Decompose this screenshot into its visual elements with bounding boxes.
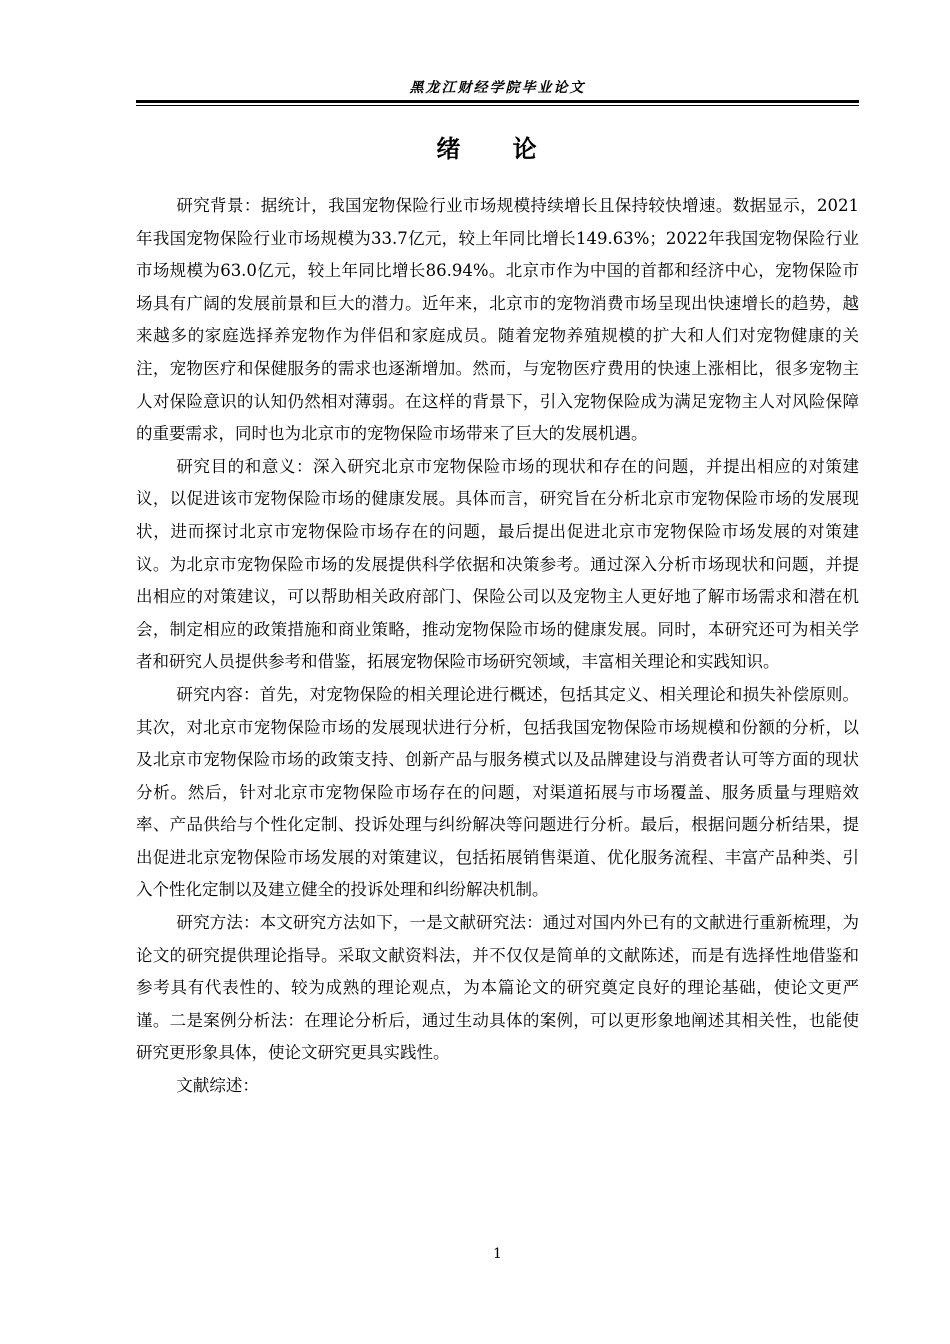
paragraph-literature-review: 文献综述：: [176, 1076, 259, 1096]
page-number: 1: [493, 1246, 502, 1262]
header-rule-thick: [136, 100, 859, 103]
paragraph-content: 研究内容：首先，对宠物保险的相关理论进行概述，包括其定义、相关理论和损失补偿原则。其次，对北京市宠物保险市场的发展现状进行分析，包括我国宠物保险市场规模和份额的分析，以及北京市宠物保险市场的政策支持、创新产品与服务模式以及品牌建设与消费者认可等方面的现状分析。然后，针对北京市宠物保险市场存在的问题，对渠道拓展与市场覆盖、服务质量与理赔效率、产品供给与个性化定制、投诉处理与纠纷解决等问题进行分析。最后，根据问题分析结果，提出促进北京宠物保险市场发展的对策建议，包括拓展销售渠道、优化服务流程、丰富产品种类、引入个性化定制以及建立健全的投诉处理和纠纷解决机制。: [136, 684, 859, 900]
header-rule-thin: [136, 105, 859, 106]
chapter-title: 绪 论: [436, 135, 559, 163]
paragraph-method: 研究方法：本文研究方法如下，一是文献研究法：通过对国内外已有的文献进行重新梳理，为论文的研究提供理论指导。采取文献资料法，并不仅仅是简单的文献陈述，而是有选择性地借鉴和参考具有代表性的、较为成熟的理论观点，为本篇论文的研究奠定良好的理论基础，使论文更严谨。二是案例分析法：在理论分析后，通过生动具体的案例，可以更形象地阐述其相关性，也能使研究更形象具体，使论文研究更具实践性。: [136, 913, 859, 1063]
paragraph-purpose: 研究目的和意义：深入研究北京市宠物保险市场的现状和存在的问题，并提出相应的对策建议，以促进该市宠物保险市场的健康发展。具体而言，研究旨在分析北京市宠物保险市场的发展现状，进而探讨北京市宠物保险市场存在的问题，最后提出促进北京市宠物保险市场发展的对策建议。为北京市宠物保险市场的发展提供科学依据和决策参考。通过深入分析市场现状和问题，并提出相应的对策建议，可以帮助相关政府部门、保险公司以及宠物主人更好地了解市场需求和潜在机会，制定相应的政策措施和商业策略，推动宠物保险市场的健康发展。同时，本研究还可为相关学者和研究人员提供参考和借鉴，拓展宠物保险市场研究领域，丰富相关理论和实践知识。: [136, 456, 859, 672]
paragraph-background: 研究背景：据统计，我国宠物保险行业市场规模持续增长且保持较快增速。数据显示，2021年我国宠物保险行业市场规模为33.7亿元，较上年同比增长149.63%；2022年我国宠物保险行业市场规模为63.0亿元，较上年同比增长86.94%。北京市作为中国的首都和经济中心，宠物保险市场具有广阔的发展前景和巨大的潜力。近年来，北京市的宠物消费市场呈现出快速增长的趋势，越来越多的家庭选择养宠物作为伴侣和家庭成员。随着宠物养殖规模的扩大和人们对宠物健康的关注，宠物医疗和保健服务的需求也逐渐增加。然而，与宠物医疗费用的快速上涨相比，很多宠物主人对保险意识的认知仍然相对薄弱。在这样的背景下，引入宠物保险成为满足宠物主人对风险保障的重要需求，同时也为北京市的宠物保险市场带来了巨大的发展机遇。: [136, 196, 859, 444]
body-text: [136, 190, 859, 1103]
running-header: 黑龙江财经学院毕业论文: [409, 80, 586, 96]
